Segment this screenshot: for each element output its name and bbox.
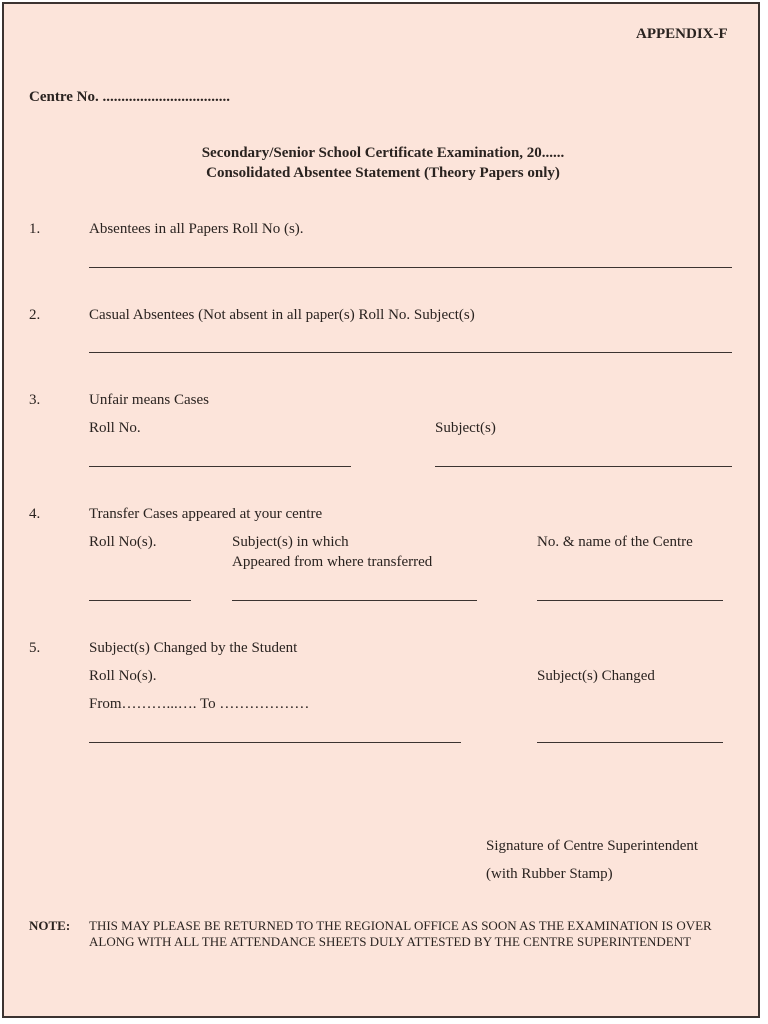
from-to-field: From………...…. To ……………… [89, 696, 310, 712]
item-label-casual-absentees: Casual Absentees (Not absent in all paper(s) Roll No. Subject(s) [89, 307, 475, 323]
note-text-line1: THIS MAY PLEASE BE RETURNED TO THE REGIONAL OFFICE AS SOON AS THE EXAMINATION IS OVER [89, 918, 712, 933]
transfer-centre-label: No. & name of the Centre [537, 534, 693, 550]
transfer-roll-no-label: Roll No(s). [89, 534, 157, 550]
item-number: 5. [29, 640, 41, 656]
form-subtitle: Consolidated Absentee Statement (Theory Papers only) [206, 165, 560, 181]
rubber-stamp-label: (with Rubber Stamp) [486, 866, 613, 882]
signature-label: Signature of Centre Superintendent [486, 838, 699, 854]
unfair-subject-fill-line [435, 466, 732, 467]
item-number: 4. [29, 506, 41, 522]
unfair-roll-no-label: Roll No. [89, 420, 141, 436]
subject-changed-label: Subject(s) Changed [537, 668, 655, 684]
note-text-line2: ALONG WITH ALL THE ATTENDANCE SHEETS DULY ATTESTED BY THE CENTRE SUPERINTENDENT [89, 934, 692, 949]
item-number: 1. [29, 221, 41, 237]
appendix-label: APPENDIX-F [636, 26, 728, 42]
transfer-roll-no-fill-line [89, 600, 191, 601]
item-label-transfer-cases: Transfer Cases appeared at your centre [89, 506, 323, 522]
transfer-subject-label: Subject(s) in which [232, 534, 349, 550]
centre-no-field: Centre No. .................................. [29, 89, 230, 105]
item-label-subject-changed: Subject(s) Changed by the Student [89, 640, 298, 656]
changed-roll-no-fill-line [89, 742, 461, 743]
form-sheet [2, 2, 760, 1018]
item-number: 3. [29, 392, 41, 408]
unfair-subject-label: Subject(s) [435, 420, 496, 436]
absentees-fill-line [89, 267, 732, 268]
subject-changed-fill-line [537, 742, 723, 743]
changed-roll-no-label: Roll No(s). [89, 668, 157, 684]
note-label: NOTE: [29, 918, 71, 933]
item-number: 2. [29, 307, 41, 323]
item-label-absentees: Absentees in all Papers Roll No (s). [89, 221, 304, 237]
transfer-subject-label-line2: Appeared from where transferred [232, 554, 433, 570]
item-label-unfair-means: Unfair means Cases [89, 392, 209, 408]
transfer-centre-fill-line [537, 600, 723, 601]
casual-absentees-fill-line [89, 352, 732, 353]
transfer-subject-fill-line [232, 600, 477, 601]
form-title: Secondary/Senior School Certificate Examination, 20...... [201, 145, 565, 161]
unfair-roll-no-fill-line [89, 466, 351, 467]
